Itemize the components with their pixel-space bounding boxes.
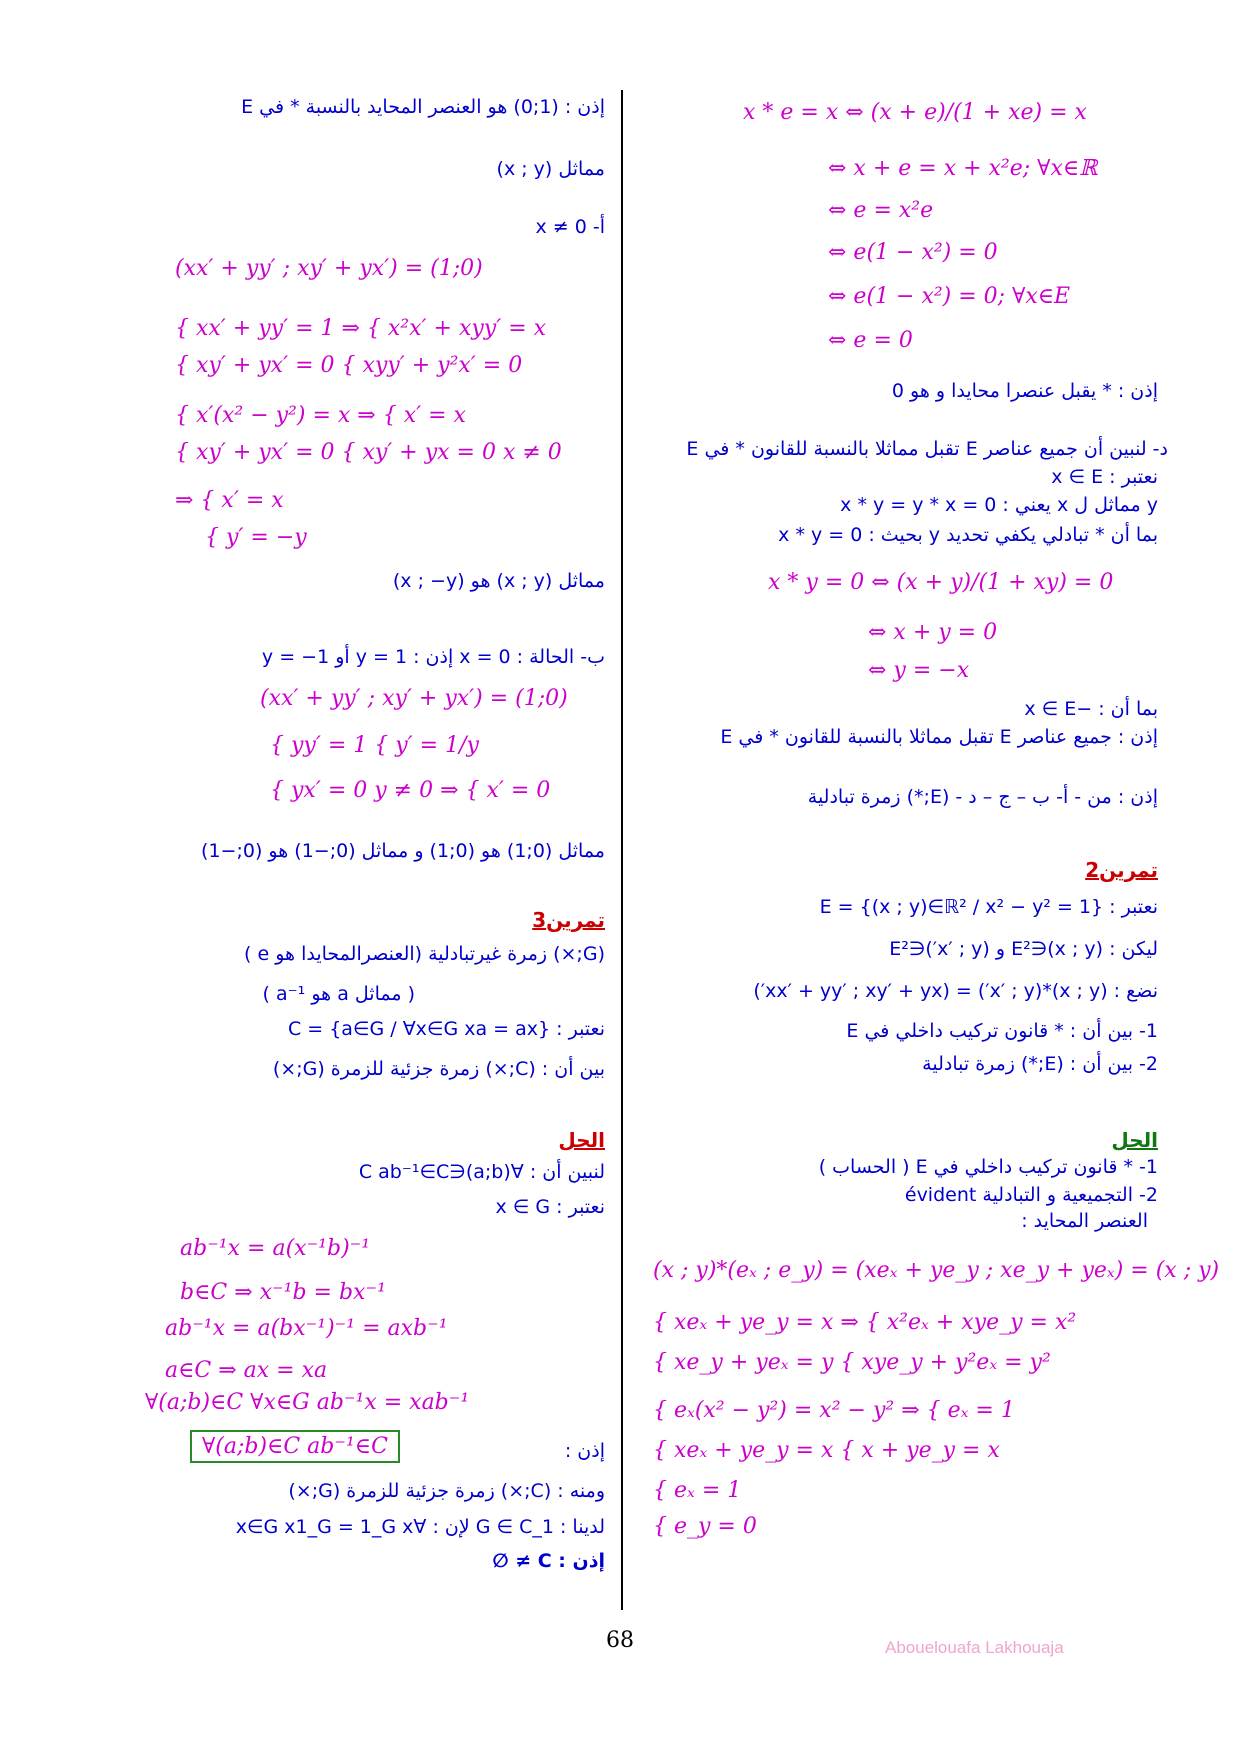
solution-2-title: الحل bbox=[1111, 1128, 1158, 1152]
math-system-1b: { xy′ + yx′ = 0 { xyy′ + y²x′ = 0 bbox=[175, 353, 523, 378]
exercise-2-line-2: ليكن : (x ; y)∈E² و (x′ ; y′)∈E² bbox=[889, 938, 1158, 960]
math-case-b-eq: (xx′ + yy′ ; xy′ + yx′) = (1;0) bbox=[260, 686, 568, 711]
math-system-3a: ⇒ { x′ = x bbox=[175, 488, 284, 513]
right-line-17: إذن : من - أ- ب – ج – د - (E;*) زمرة تبادلية bbox=[807, 786, 1158, 808]
exercise-3-line-4: بين أن : (C;×) زمرة جزئية للزمرة (G;×) bbox=[272, 1058, 605, 1080]
math-neutral-sys-1a: { xeₓ + ye_y = x ⇒ { x²eₓ + xye_y = x² bbox=[653, 1310, 1077, 1335]
math-neutral-3: ⇔ e = x²e bbox=[828, 198, 934, 223]
left-line-3: أ- x ≠ 0 bbox=[535, 216, 605, 238]
solution-3-line-1: لنبين أن : ∀(a;b)∈C ab⁻¹∈C bbox=[358, 1161, 605, 1183]
exercise-3-line-3: نعتبر : C = {a∈G / ∀x∈G xa = ax} bbox=[287, 1018, 605, 1040]
left-line-6: مماثل (0;1) هو (0;1) و مماثل (0;−1) هو (0;−1) bbox=[201, 840, 605, 862]
math-neutral-5: ⇔ e(1 − x²) = 0; ∀x∈E bbox=[828, 284, 1071, 309]
solution-3-line-2: نعتبر : x ∈ G bbox=[495, 1196, 605, 1218]
solution-3-line-10: لدينا : 1_G ∈ C لإن : ∀x∈G x1_G = 1_G x bbox=[235, 1516, 605, 1538]
math-neutral-2: ⇔ x + e = x + x²e; ∀x∈ℝ bbox=[828, 156, 1098, 181]
boxed-result: ∀(a;b)∈C ab⁻¹∈C bbox=[190, 1430, 400, 1463]
math-case-b-2: { yx′ = 0 y ≠ 0 ⇒ { x′ = 0 bbox=[270, 778, 551, 803]
math-neutral-1: x * e = x ⇔ (x + e)/(1 + xe) = x bbox=[743, 100, 1087, 125]
math-neutral-4: ⇔ e(1 − x²) = 0 bbox=[828, 240, 998, 265]
math-symmetric-3: ⇔ y = −x bbox=[868, 658, 970, 683]
exercise-3-line-1: (G;×) زمرة غيرتبادلية (العنصرالمحايدا هو e ) bbox=[244, 943, 605, 965]
right-line-11: بما أن * تبادلي يكفي تحديد y بحيث : x * y = 0 bbox=[778, 524, 1158, 546]
math-case-b-1: { yy′ = 1 { y′ = 1/y bbox=[270, 733, 479, 758]
math-inverse-eq: (xx′ + yy′ ; xy′ + yx′) = (1;0) bbox=[175, 256, 483, 281]
right-line-9: نعتبر : x ∈ E bbox=[1051, 466, 1158, 488]
solution-3-then-label: إذن : bbox=[564, 1440, 605, 1462]
math-neutral-sys-3b: { e_y = 0 bbox=[653, 1514, 757, 1539]
math-system-2a: { x′(x² − y²) = x ⇒ { x′ = x bbox=[175, 403, 466, 428]
right-line-7: إذن : * يقبل عنصرا محايدا و هو 0 bbox=[891, 380, 1158, 402]
left-line-2: مماثل (x ; y) bbox=[496, 158, 605, 180]
math-sol-4: b∈C ⇒ x⁻¹b = bx⁻¹ bbox=[180, 1280, 386, 1305]
math-neutral-sys-2b: { xeₓ + ye_y = x { x + ye_y = x bbox=[653, 1438, 1000, 1463]
column-divider bbox=[621, 90, 623, 1610]
right-line-8: د- لنبين أن جميع عناصر E تقبل مماثلا بالنسبة للقانون * في E bbox=[686, 438, 1168, 460]
solution-2-line-2: 2- التجميعية و التبادلية évident bbox=[904, 1184, 1158, 1206]
math-neutral-sys-3a: { eₓ = 1 bbox=[653, 1478, 742, 1503]
page-number: 68 bbox=[606, 1628, 634, 1653]
math-sol-6: a∈C ⇒ ax = xa bbox=[165, 1358, 328, 1383]
solution-3-title: الحل bbox=[558, 1128, 605, 1152]
math-system-3b: { y′ = −y bbox=[205, 525, 307, 550]
math-sol-3: ab⁻¹x = a(x⁻¹b)⁻¹ bbox=[180, 1236, 371, 1261]
math-neutral-sys-2a: { eₓ(x² − y²) = x² − y² ⇒ { eₓ = 1 bbox=[653, 1398, 1015, 1423]
math-symmetric-1: x * y = 0 ⇔ (x + y)/(1 + xy) = 0 bbox=[768, 570, 1114, 595]
math-symmetric-2: ⇔ x + y = 0 bbox=[868, 620, 998, 645]
right-line-16: إذن : جميع عناصر E تقبل مماثلا بالنسبة للقانون * في E bbox=[720, 726, 1158, 748]
author-credit: Abouelouafa Lakhouaja bbox=[885, 1638, 1064, 1657]
math-neutral-eq: (x ; y)*(eₓ ; e_y) = (xeₓ + ye_y ; xe_y + yeₓ) = (x ; y) bbox=[653, 1258, 1220, 1283]
left-line-4: مماثل (x ; y) هو (x ; −y) bbox=[392, 570, 605, 592]
solution-2-line-1: 1- * قانون تركيب داخلي في E ( الحساب ) bbox=[818, 1156, 1158, 1178]
math-sol-5: ab⁻¹x = a(bx⁻¹)⁻¹ = axb⁻¹ bbox=[165, 1316, 448, 1341]
solution-2-line-3: العنصر المحايد : bbox=[1021, 1210, 1148, 1232]
left-line-1: إذن : (1;0) هو العنصر المحايد بالنسبة * في E bbox=[241, 96, 605, 118]
math-system-1a: { xx′ + yy′ = 1 ⇒ { x²x′ + xyy′ = x bbox=[175, 316, 547, 341]
exercise-2-line-3: نضع : (x ; y)*(x′ ; y′) = (xx′ + yy′ ; xy′ + yx′) bbox=[753, 980, 1158, 1002]
math-sol-7: ∀(a;b)∈C ∀x∈G ab⁻¹x = xab⁻¹ bbox=[145, 1390, 470, 1415]
math-neutral-6: ⇔ e = 0 bbox=[828, 328, 913, 353]
exercise-2-line-1: نعتبر : E = {(x ; y)∈ℝ² / x² − y² = 1} bbox=[819, 896, 1158, 918]
exercise-2-line-5: 2- بين أن : (E;*) زمرة تبادلية bbox=[922, 1053, 1158, 1075]
exercise-3-title: تمرين3 bbox=[532, 908, 605, 932]
exercise-2-line-4: 1- بين أن : * قانون تركيب داخلي في E bbox=[846, 1020, 1158, 1042]
math-neutral-sys-1b: { xe_y + yeₓ = y { xye_y + y²eₓ = y² bbox=[653, 1350, 1051, 1375]
left-line-5: ب- الحالة : x = 0 إذن : y = 1 أو y = −1 bbox=[261, 646, 605, 668]
exercise-2-title: تمرين2 bbox=[1085, 858, 1158, 882]
right-line-10: y مماثل ل x يعني : x * y = y * x = 0 bbox=[840, 494, 1158, 516]
math-system-2b: { xy′ + yx′ = 0 { xy′ + yx = 0 x ≠ 0 bbox=[175, 440, 562, 465]
exercise-3-line-2: ( مماثل a هو a⁻¹ ) bbox=[262, 983, 415, 1005]
solution-3-line-9: ومنه : (C;×) زمرة جزئية للزمرة (G;×) bbox=[288, 1480, 605, 1502]
right-line-15: بما أن : −x ∈ E bbox=[1024, 698, 1158, 720]
solution-3-line-11: إذن : C ≠ ∅ bbox=[492, 1550, 605, 1572]
